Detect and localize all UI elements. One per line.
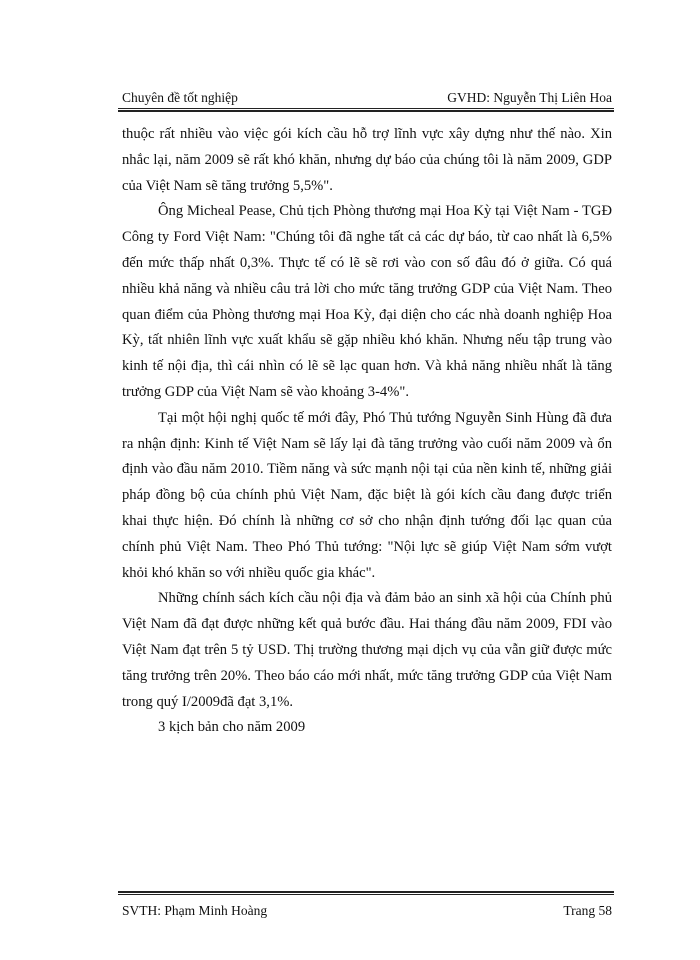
- paragraph-deputy-pm: Tại một hội nghị quốc tế mới đây, Phó Thủ tướng Nguyễn Sinh Hùng đã đưa ra nhận định: Kinh tế Việt Nam sẽ lấy lại đà tăng trưởng vào cuối năm 2009 và ổn định vào đầu năm 2010. Tiềm năng và sức mạnh nội tại của nền kinh tế, những giải pháp đồng bộ của chính phủ Việt Nam, đặc biệt là gói kích cầu đang được triển khai thực hiện. Đó chính là những cơ sở cho nhận định tướng đối lạc quan của chính phủ Việt Nam. Theo Phó Thủ tướng: "Nội lực sẽ giúp Việt Nam sớm vượt khỏi khó khăn so với nhiều quốc gia khác".: [122, 409, 612, 581]
- paragraph-stimulus-results: Những chính sách kích cầu nội địa và đảm bảo an sinh xã hội của Chính phủ Việt Nam đã đạt được những kết quả bước đầu. Hai tháng đầu năm 2009, FDI vào Việt Nam đạt trên 5 tỷ USD. Thị trường thương mại dịch vụ của vẫn giữ được mức tăng trưởng trên 20%. Theo báo cáo mới nhất, mức tăng trưởng GDP của Việt Nam trong quý I/2009đã đạt 3,1%.: [122, 590, 612, 710]
- footer-page-number: Trang 58: [563, 903, 612, 918]
- header-document-title: Chuyên đề tốt nghiệp: [122, 90, 238, 105]
- paragraph-scenarios-heading: 3 kịch bản cho năm 2009: [158, 719, 306, 736]
- paragraph-continuation: thuộc rất nhiều vào việc gói kích cầu hỗ trợ lĩnh vực xây dựng như thế nào. Xin nhắc lại, năm 2009 sẽ rất khó khăn, nhưng dự báo của chúng tôi là năm 2009, GDP của Việt Nam sẽ tăng trưởng 5,5%".: [122, 126, 612, 194]
- paragraph-pease-quote: Ông Micheal Pease, Chủ tịch Phòng thương mại Hoa Kỳ tại Việt Nam - TGĐ Công ty Ford Việt Nam: "Chúng tôi đã nghe tất cả các dự báo, từ cao nhất là 6,5% đến mức thấp nhất 0,3%. Thực tế có lẽ sẽ rơi vào con số đâu đó ở giữa. Có quá nhiều khả năng và nhiều câu trả lời cho mức tăng trưởng GDP của Việt Nam. Theo quan điểm của Phòng thương mại Hoa Kỳ, đại diện cho các nhà doanh nghiệp Hoa Kỳ, tất nhiên lĩnh vực xuất khẩu sẽ gặp nhiều khó khăn. Nhưng nếu tập trung vào kinh tế nội địa, thì cái nhìn có lẽ sẽ lạc quan hơn. Và khả năng nhiều nhất là tăng trưởng GDP của Việt Nam sẽ vào khoảng 3-4%".: [122, 203, 612, 400]
- header-divider: [118, 108, 614, 112]
- body-text: [122, 122, 612, 741]
- page-header: [122, 88, 612, 110]
- footer-student: SVTH: Phạm Minh Hoàng: [122, 903, 268, 918]
- header-advisor: GVHD: Nguyễn Thị Liên Hoa: [447, 90, 612, 105]
- footer-divider: [118, 891, 614, 895]
